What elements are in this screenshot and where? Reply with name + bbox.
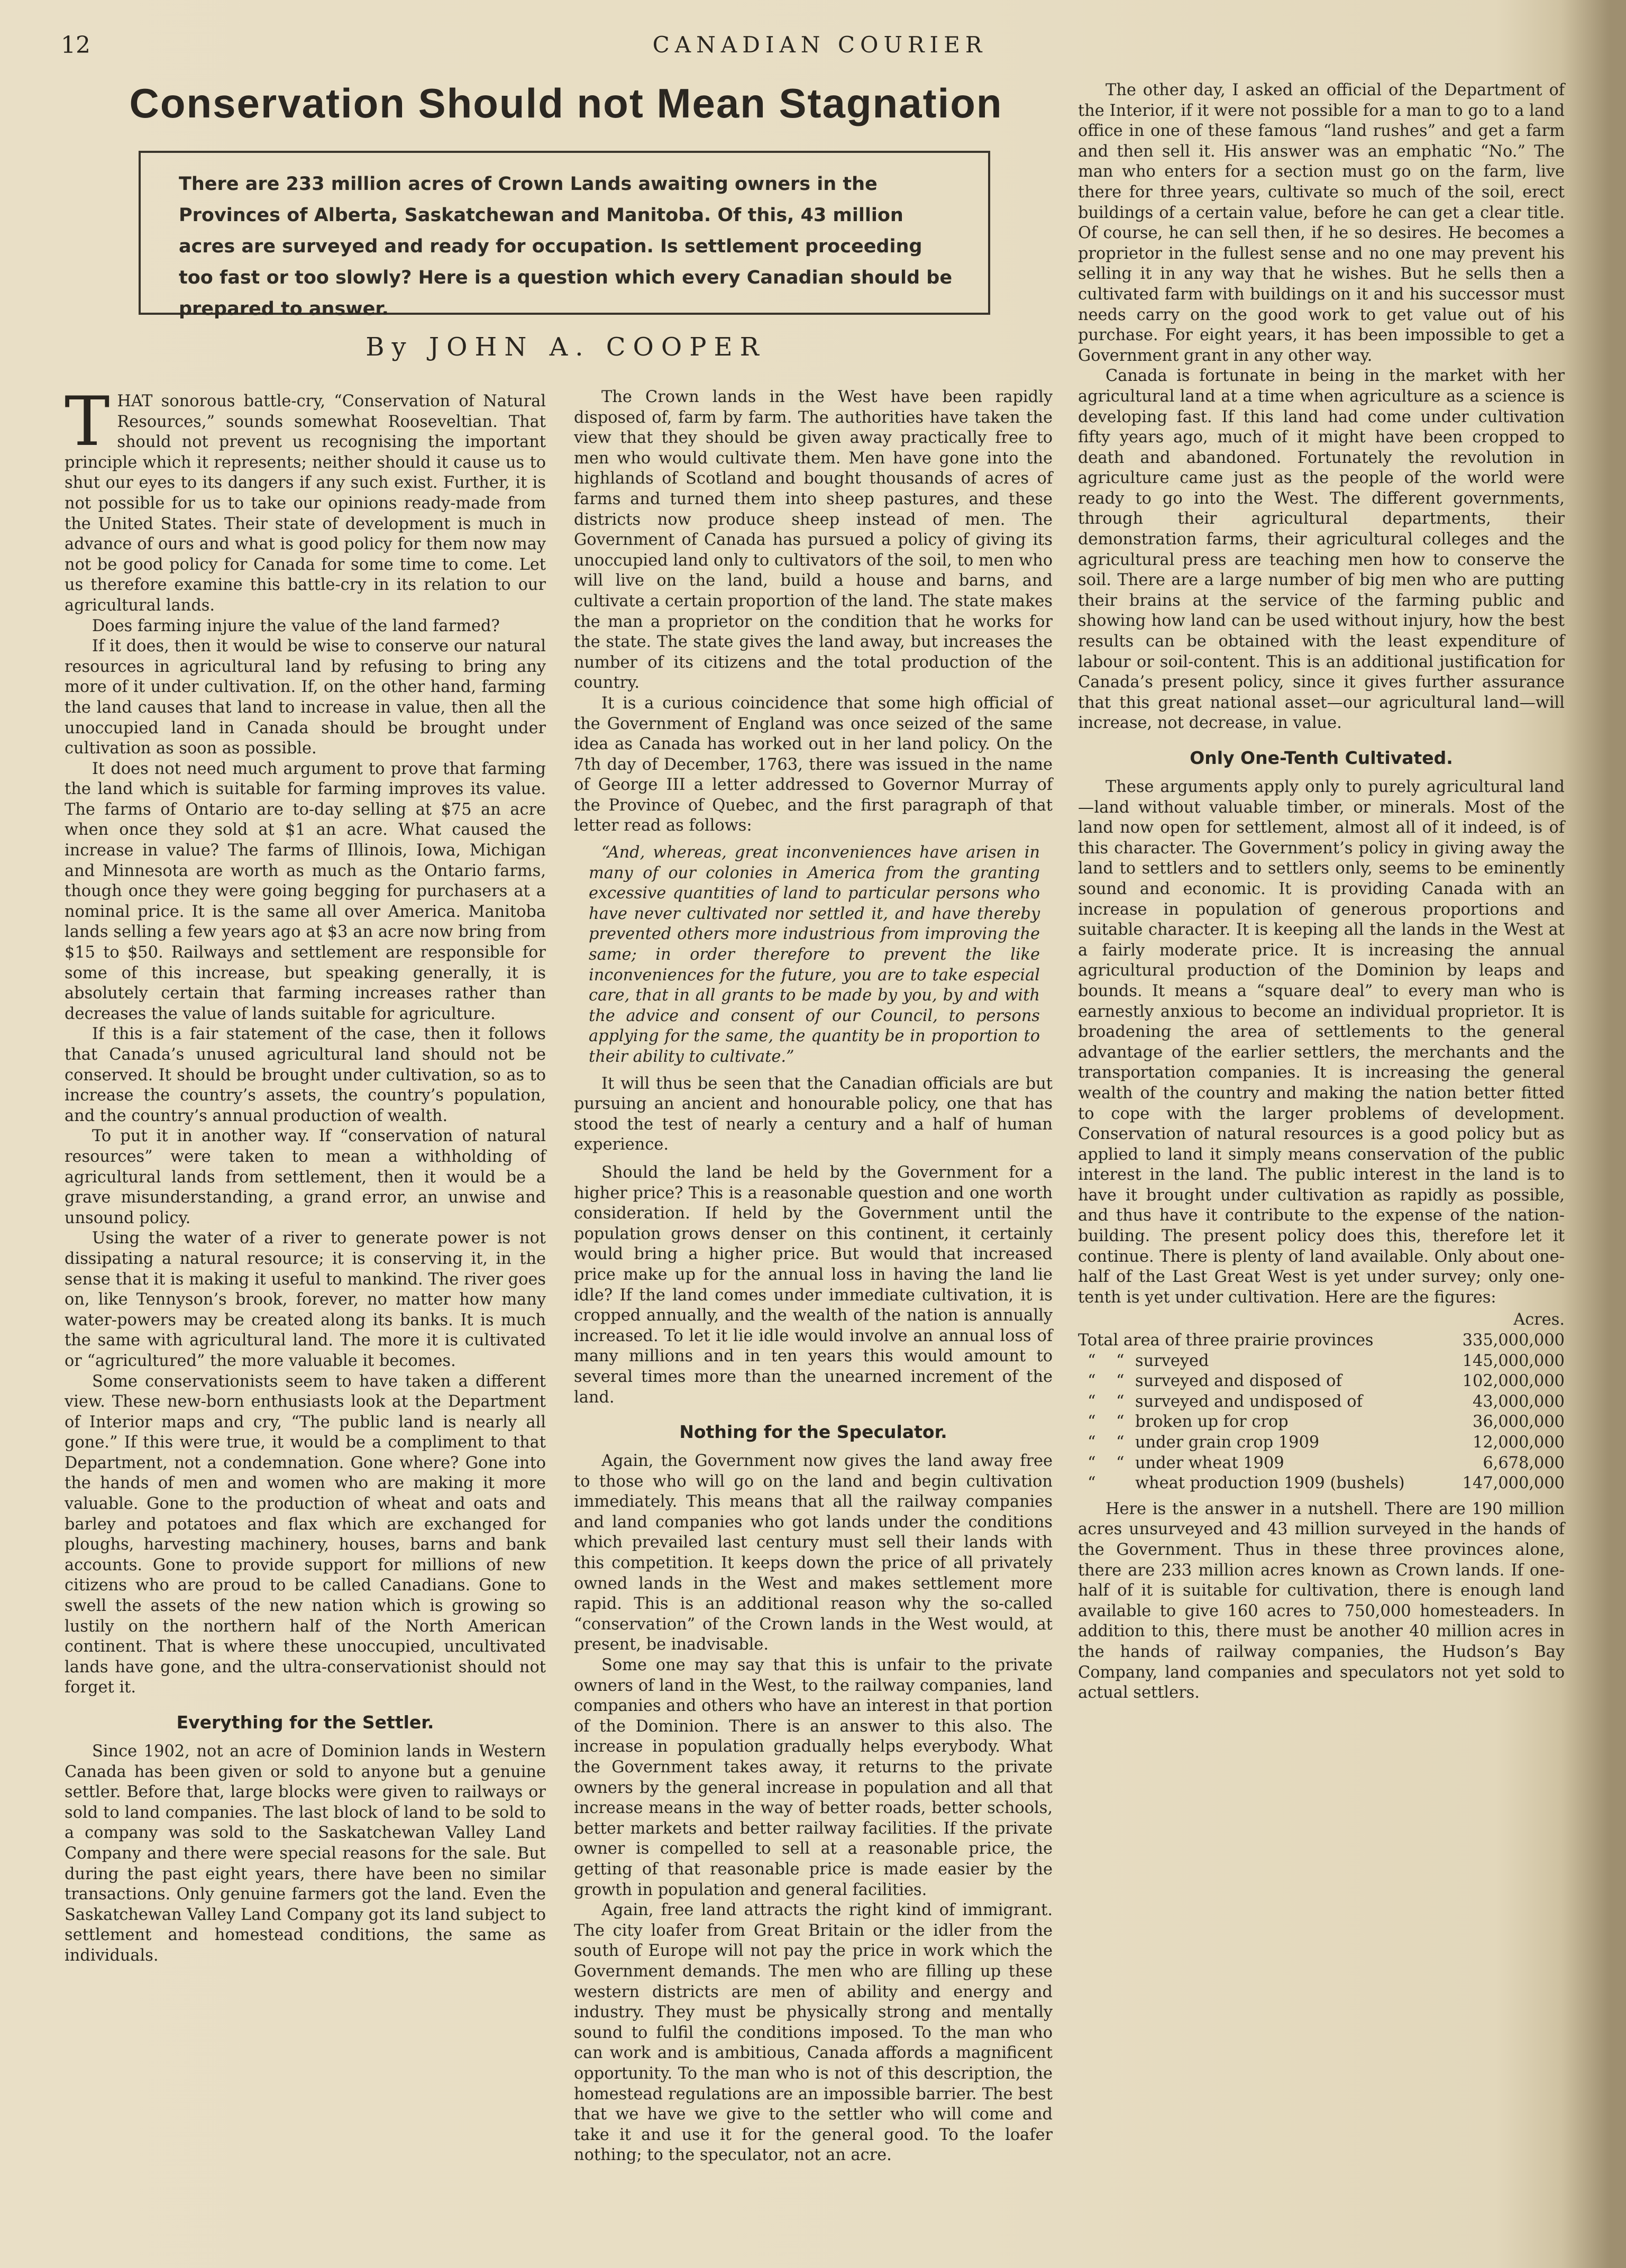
ditto-mark: “: [1116, 1433, 1125, 1452]
row-value: 102,000,000: [1462, 1372, 1565, 1391]
paragraph: Since 1902, not an acre of Dominion lands in Western Canada has been given or sold to anyone but a genuine settler. Before that, large blocks were given to railways or sold to land companies. The last block of land to be sold to a company was sold to the Saskatchewan Valley Land Company and there were special reasons for the sale. But during the past eight years, there have been no similar transactions. Only genuine farmers got the land. Even the Saskatchewan Valley Land Company got its land subject to settlement and homestead conditions, the same as individuals.: [65, 1742, 546, 1965]
column-1: [65, 382, 546, 1966]
ditto-mark: “: [1088, 1392, 1096, 1411]
ditto-mark: “: [1116, 1372, 1125, 1391]
paragraph: If this is a fair statement of the case, then it follows that Canada’s unused agricultural land should not be conserved. It should be brought under cultivation, so as to increase the country’s assets, the country’s population, and the country’s annual production of wealth.: [65, 1025, 546, 1125]
paragraph: These arguments apply only to purely agricultural land—land without valuable timber, or minerals. Most of the land now open for settlement, almost all of it indeed, is of this character. The Government’s policy in giving away the land to settlers and to settlers only, seems to be eminently sound and economic. It is providing Canada with an increase in population of generous proportions and suitable character. It is keeping all the lands in the West at a fairly moderate price. It is increasing the annual agricultural production of the Dominion by leaps and bounds. It means a “square deal” to every man who is earnestly anxious to become an individual proprietor. It is broadening the area of settlements to the general advantage of the earlier settlers, the merchants and the transportation companies. It is increasing the general wealth of the country and making the nation better fitted to cope with the larger problems of development. Conservation of natural resources is a good policy but as applied to land it simply means conservation of the public interest in the land. The public interest in the land is to have it brought under cultivation as rapidly as possible, and thus have it contribute to the expense of the nation-building. The present policy does this, therefore let it continue. There is plenty of land available. Only about one-half of the Last Great West is yet under survey; only one-tenth is yet under cultivation. Here are the figures:: [1078, 778, 1565, 1307]
row-label: under wheat 1909: [1135, 1453, 1284, 1472]
table-unit-header: Acres.: [1513, 1310, 1565, 1329]
row-label: Total area of three prairie provinces: [1078, 1331, 1374, 1350]
ditto-mark: “: [1088, 1453, 1096, 1472]
section-heading-speculator: Nothing for the Speculator.: [679, 1422, 947, 1443]
page-number: 12: [61, 32, 90, 59]
article-deck: There are 233 million acres of Crown Lands awaiting owners in the Provinces of Alberta, Saskatchewan and Manitoba. Of this, 43 million acres are surveyed and ready for occupation. Is settlement proceeding too fast or too slowly? Here is a question which every Canadian should be prepared to answer.: [179, 174, 953, 320]
ditto-mark: “: [1088, 1433, 1096, 1452]
ditto-mark: “: [1116, 1351, 1125, 1370]
section-heading-settler: Everything for the Settler.: [176, 1712, 434, 1733]
ditto-mark: “: [1088, 1413, 1096, 1432]
row-label: surveyed and undisposed of: [1135, 1392, 1363, 1411]
paragraph: Some conservationists seem to have taken a different view. These new-born enthusiasts look at the Department of Interior maps and cry, “The public land is nearly all gone.” If this were true, it would be a compliment to that Department, not a condemnation. Gone where? Gone into the hands of men and women who are making it more valuable. Gone to the production of wheat and oats and barley and potatoes and flax which are exchanged for ploughs, harvesting machinery, houses, barns and bank accounts. Gone to provide support for millions of new citizens who are proud to be called Canadians. Gone to swell the assets of the new nation which is growing so lustily on the northern half of the North American continent. That is where these unoccupied, uncultivated lands have gone, and the ultra-conservationist should not forget it.: [65, 1372, 546, 1697]
paragraph: Does farming injure the value of the land farmed?: [92, 616, 500, 635]
ditto-mark: “: [1088, 1474, 1096, 1493]
row-value: 145,000,000: [1462, 1351, 1565, 1370]
ditto-mark: “: [1116, 1453, 1125, 1472]
drop-cap: T: [65, 382, 110, 461]
paragraph: The other day, I asked an official of the Department of the Interior, if it were not possible for a man to go to a land office in one of these famous “land rushes” and get a farm and then sell it. His answer was an emphatic “No.” The man who enters for a section must go on the farm, live there for three years, cultivate so much of the soil, erect buildings of a certain value, before he can get a clear title. Of course, he can sell then, if he so desires. He becomes a proprietor in the fullest sense and no one may prevent his selling it in any way that he wishes. But he sells then a cultivated farm with buildings on it and his successor must needs carry on the good work to get value out of his purchase. For eight years, it has been impossible to get a Government grant in any other way.: [1078, 81, 1565, 365]
paragraph: To put it in another way. If “conservation of natural resources” were taken to mean a withholding of agricultural lands from settlement, then it would be a grave misunderstanding, a grand error, an unwise and unsound policy.: [65, 1127, 546, 1227]
ditto-mark: “: [1116, 1392, 1125, 1411]
row-value: 6,678,000: [1483, 1453, 1565, 1472]
table-row: [1078, 1351, 1565, 1372]
row-label: broken up for crop: [1135, 1413, 1289, 1432]
paragraph: It will thus be seen that the Canadian officials are but pursuing an ancient and honourable policy, one that has stood the test of nearly a century and a half of human experience.: [574, 1074, 1053, 1154]
table-row: [1078, 1433, 1565, 1453]
paragraph: Using the water of a river to generate power is not dissipating a natural resource; it is conserving it, in the sense that it is making it useful to mankind. The river goes on, like Tennyson’s brook, forever, no matter how many water-powers may be created along its banks. It is much the same with agricultural land. The more it is cultivated or “agricultured” the more valuable it becomes.: [65, 1229, 546, 1370]
paragraph: Again, free land attracts the right kind of immigrant. The city loafer from Great Britain or the idler from the south of Europe will not pay the price in work which the Government demands. The men who are filling up these western districts are men of ability and energy and industry. They must be physically strong and mentally sound to fulfil the conditions imposed. To the man who can work and is ambitious, Canada affords a magnificent opportunity. To the man who is not of this description, the homestead regulations are an impossible barrier. The best that we have we give to the settler who will come and take it and use it for the general good. To the loafer nothing; to the speculator, not an acre.: [574, 1901, 1053, 2165]
table-row: [1078, 1473, 1565, 1494]
table-row: [1078, 1331, 1565, 1351]
paragraph: If it does, then it would be wise to conserve our natural resources in agricultural land by refusing to bring any more of it under cultivation. If, on the other hand, farming the land causes that land to increase in value, then all the unoccupied land in Canada should be brought under cultivation as soon as possible.: [65, 637, 546, 758]
row-label: under grain crop 1909: [1135, 1433, 1320, 1452]
table-row: [1078, 1371, 1565, 1392]
row-value: 147,000,000: [1462, 1474, 1565, 1493]
paragraph: Again, the Government now gives the land away free to those who will go on the land and begin cultivation immediately. This means that all the railway companies and land companies who got lands under the conditions which prevailed last century must sell their lands with this competition. It keeps down the price of all privately owned lands in the West and makes settlement more rapid. This is an additional reason why the so-called “conservation” of the Crown lands in the West would, at present, be inadvisable.: [574, 1452, 1053, 1654]
row-value: 335,000,000: [1462, 1331, 1565, 1350]
column-3: [1078, 80, 1565, 1704]
byline: By JOHN A. COOPER: [366, 332, 766, 362]
paragraph: The Crown lands in the West have been rapidly disposed of, farm by farm. The authorities have taken the view that they should be given away practically free to men who would cultivate them. Men have gone into the highlands of Scotland and bought thousands of acres of farms and turned them into sheep pastures, and these districts now produce sheep instead of men. The Government of Canada has pursued a policy of giving its unoccupied land only to cultivators of the soil, to men who will live on the land, build a house and barns, and cultivate a certain proportion of the land. The state makes the man a proprietor on the condition that he works for the state. The state gives the land away, but increases the number of its citizens and the total production of the country.: [574, 388, 1053, 693]
row-value: 36,000,000: [1472, 1413, 1565, 1432]
running-header: CANADIAN COURIER: [652, 32, 988, 58]
article-deck-box: [139, 151, 990, 320]
paragraph: It does not need much argument to prove that farming the land which is suitable for farming improves its value. The farms of Ontario are to-day selling at $75 an acre when once they sold at $1 an acre. What caused the increase in value? The farms of Illinois, Iowa, Michigan and Minnesota are worth as much as the Ontario farms, though once they were going begging for purchasers at a nominal price. It is the same all over America. Manitoba lands selling a few years ago at $3 an acre now bring from $15 to $50. Railways and settlement are responsible for some of this increase, but speaking generally, it is absolutely certain that farming increases rather than decreases the value of lands suitable for agriculture.: [65, 759, 546, 1023]
column-2: [574, 387, 1053, 2166]
intro-paragraph: THAT sonorous battle-cry, “Conservation of Natural Resources,” sounds somewhat Rooseveltian. That should not prevent us recognising the important principle which it represents; neither should it cause us to shut our eyes to its dangers if any such exist. Further, it is not possible for us to take our opinions ready-made from the United States. Their state of development is much in advance of ours and what is good policy for them now may not be good policy for Canada for some time to come. Let us therefore examine this battle-cry in its relation to our agricultural lands.: [65, 382, 546, 615]
paragraph: Canada is fortunate in being in the market with her agricultural land at a time when agriculture as a science is developing fast. If this land had come under cultivation fifty years ago, much of it might have been cropped to death and abandoned. Fortunately the revolution in agriculture came just as the people of the world were ready to go into the West. The different governments, through their agricultural departments, their demonstration farms, their agricultural colleges and the agricultural press are teaching men how to conserve the soil. There are a large number of big men who are putting their brains at the service of the farming public and showing how land can be used without injury, how the best results can be obtained with the least expenditure of labour or soil-content. This is an additional justification for Canada’s present policy, since it gives further assurance that this great national asset—our agricultural land—will increase, not decrease, in value.: [1078, 367, 1565, 733]
table-row: [1078, 1453, 1565, 1474]
paragraph: Should the land be held by the Government for a higher price? This is a reasonable question and one worth consideration. If held by the Government until the population grows denser on this continent, it certainly would bring a higher price. But would that increased price make up for the annual loss in having the land lie idle? If the land comes under immediate cultivation, it is cropped annually, and the wealth of the nation is annually increased. To let it lie idle would involve an annual loss of many millions and in ten years this would amount to several times more than the unearned increment of the land.: [574, 1163, 1053, 1407]
table-row: [1078, 1392, 1565, 1413]
paragraph: It is a curious coincidence that some high official of the Government of England was once seized of the same idea as Canada has worked out in her land policy. On the 7th day of December, 1763, there was issued in the name of George III a letter addressed to Governor Murray of the Province of Quebec, and the first paragraph of that letter read as follows:: [574, 694, 1053, 835]
section-heading-one-tenth: Only One-Tenth Cultivated.: [1190, 748, 1453, 768]
ditto-mark: [1107, 1473, 1135, 1494]
row-label: wheat production 1909 (bushels): [1135, 1474, 1405, 1493]
ditto-mark: “: [1088, 1351, 1096, 1370]
ditto-mark: “: [1116, 1413, 1125, 1432]
historical-quote: [589, 843, 1040, 1068]
paragraph: Here is the answer in a nutshell. There are 190 million acres unsurveyed and 43 million surveyed in the hands of the Government. Thus in these three provinces alone, there are 233 million acres known as Crown lands. If one-half of it is suitable for cultivation, there is enough land available to give 160 acres to 750,000 homesteaders. In addition to this, there must be another 40 million acres in the hands of railway companies, the Hudson’s Bay Company, land companies and speculators not yet sold to actual settlers.: [1078, 1499, 1565, 1702]
row-label: surveyed: [1135, 1351, 1209, 1370]
row-value: 12,000,000: [1472, 1433, 1565, 1452]
land-figures-table: [1078, 1310, 1565, 1493]
row-value: 43,000,000: [1472, 1392, 1565, 1411]
row-label: surveyed and disposed of: [1135, 1372, 1342, 1391]
table-row: [1078, 1412, 1565, 1433]
ditto-mark: “: [1088, 1372, 1096, 1391]
paragraph: Some one may say that this is unfair to the private owners of land in the West, to the railway companies, land companies and others who have an interest in that portion of the Dominion. There is an answer to this also. The increase in population gradually helps everybody. What the Government takes away, it returns to the private owners by the general increase in population and all that increase means in the way of better roads, better schools, better markets and better railway facilities. If the private owner is compelled to sell at a reasonable price, the getting of that reasonable price is made easier by the growth in population and general facilities.: [574, 1656, 1053, 1899]
article-title: Conservation Should not Mean Stagnation: [129, 80, 1003, 126]
quote-text: “And, whereas, great inconveniences have arisen in many of our colonies in America from the granting excessive quantities of land to particular persons who have never cultivated nor settled it, and have thereby prevented others more industrious from improving the same; in order therefore to prevent the like inconveniences for the future, you are to take especial care, that in all grants to be made by you, by and with the advice and consent of our Council, to persons applying for the same, the quantity be in proportion to their ability to cultivate.”: [589, 843, 1040, 1066]
